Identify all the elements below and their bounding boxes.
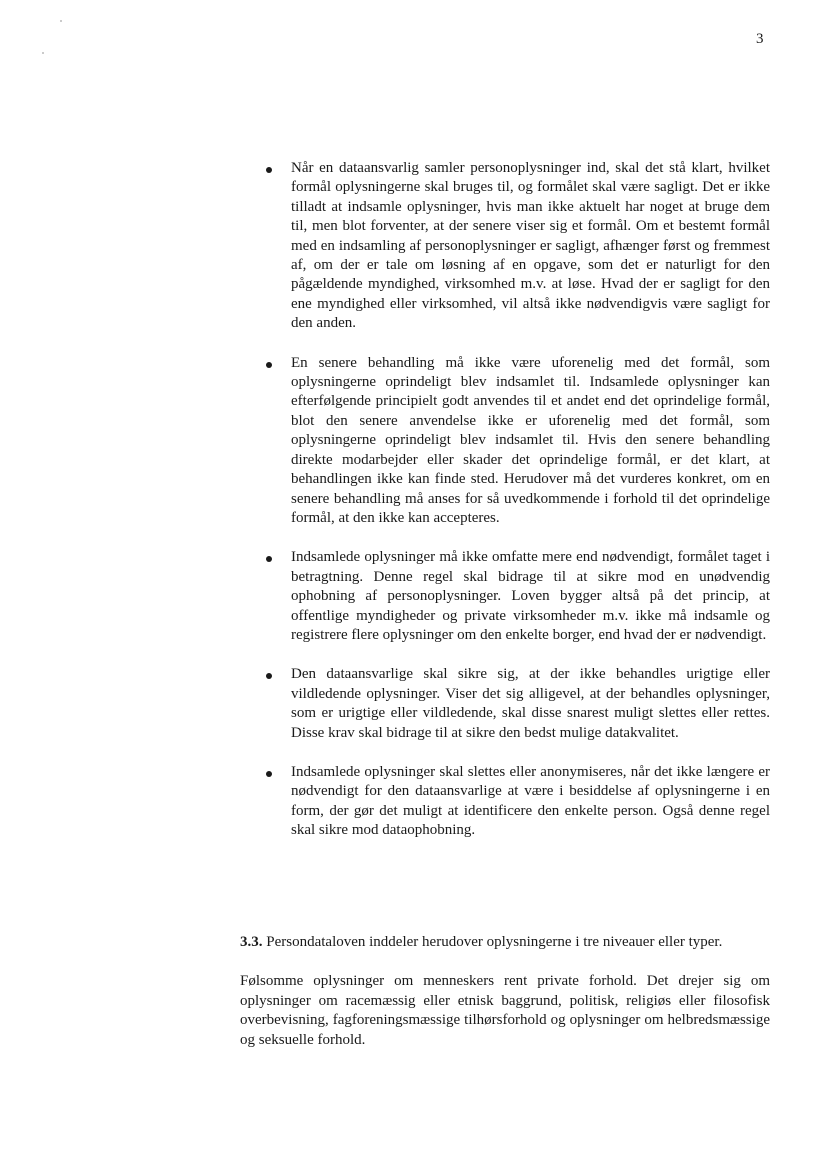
section-intro-paragraph bbox=[240, 933, 770, 952]
section-number: 3.3. bbox=[240, 934, 263, 950]
bullet-text: Indsamlede oplysninger skal slettes eller anonymiseres, når det ikke længere er nødvendigt for den dataansvarlige at være i besiddelse af oplysningerne i en form, der gør det muligt at identificere den enkelte person. Også denne regel skal sikre mod dataophobning. bbox=[291, 763, 770, 839]
bullet-item-deletion bbox=[240, 763, 770, 841]
bullet-icon bbox=[266, 167, 272, 173]
bullet-item-necessity bbox=[240, 548, 770, 645]
bullet-icon bbox=[266, 556, 272, 562]
sensitive-data-paragraph: Følsomme oplysninger om menneskers rent private forhold. Det drejer sig om oplysninger om racemæssig eller etnisk baggrund, politisk, religiøs eller filosofisk overbevisning, fagforeningsmæssige tilhørsforhold og oplysninger om helbredsmæssige og seksuelle forhold. bbox=[240, 973, 770, 1048]
scan-speck bbox=[42, 52, 44, 54]
bullet-item-later-processing bbox=[240, 354, 770, 529]
bullet-text: Den dataansvarlige skal sikre sig, at der ikke behandles urigtige eller vildledende oplysninger. Viser det sig alligevel, at der behandles oplysninger, som er urigtige eller vildledende, skal disse snarest muligt slettes eller rettes. Disse krav skal bidrage til at sikre den bedst mulige datakvalitet. bbox=[291, 666, 770, 741]
scan-speck bbox=[60, 20, 62, 22]
section-intro-text: Persondataloven inddeler herudover oplysningerne i tre niveauer eller typer. bbox=[262, 934, 723, 950]
bullet-icon bbox=[266, 362, 272, 368]
bullet-icon bbox=[266, 771, 272, 777]
section-3-3 bbox=[240, 933, 770, 1070]
bullet-list bbox=[240, 159, 770, 861]
page-number: 3 bbox=[756, 31, 764, 47]
bullet-text: Når en dataansvarlig samler personoplysninger ind, skal det stå klart, hvilket formål oplysningerne skal bruges til, og formålet skal være sagligt. Det er ikke tilladt at indsamle oplysninger, hvis man ikke aktuelt har noget at bruge dem til, men blot forventer, at der senere viser sig et formål. Om et bestemt formål med en indsamling af personoplysninger er sagligt, afhænger først og fremmest af, om der er tale om løsning af en opgave, som det er naturligt for den pågældende myndighed, virksomhed m.v. at løse. Hvad der er sagligt for den ene myndighed eller virksomhed, vil altså ikke nødvendigvis være sagligt for den anden. bbox=[291, 160, 770, 332]
bullet-text: En senere behandling må ikke være uforenelig med det formål, som oplysningerne oprindeligt blev indsamlet til. Indsamlede oplysninger kan efterfølgende principielt godt anvendes til et andet end det oprindelige formål, blot den senere anvendelse ikke er uforenelig med det formål, som oplysningerne oprindeligt blev indsamlet til. Hvis den senere behandling direkte modarbejder eller skader det oprindelige formål, er det klart, at behandlingen ikke kan finde sted. Herudover må det vurderes konkret, om en senere behandling må anses for så uvedkommende i forhold til det oprindelige formål, at den ikke kan accepteres. bbox=[291, 354, 770, 526]
bullet-text: Indsamlede oplysninger må ikke omfatte mere end nødvendigt, formålet taget i betragtning. Denne regel skal bidrage til at sikre mod en unødvendig ophobning af personoplysninger. Loven bygger altså på det princip, at offentlige myndigheder og private virksomheder m.v. ikke må indsamle og registrere flere oplysninger om den enkelte borger, end hvad der er nødvendigt. bbox=[291, 549, 770, 643]
bullet-icon bbox=[266, 673, 272, 679]
bullet-item-accuracy bbox=[240, 665, 770, 743]
bullet-item-purpose bbox=[240, 159, 770, 334]
